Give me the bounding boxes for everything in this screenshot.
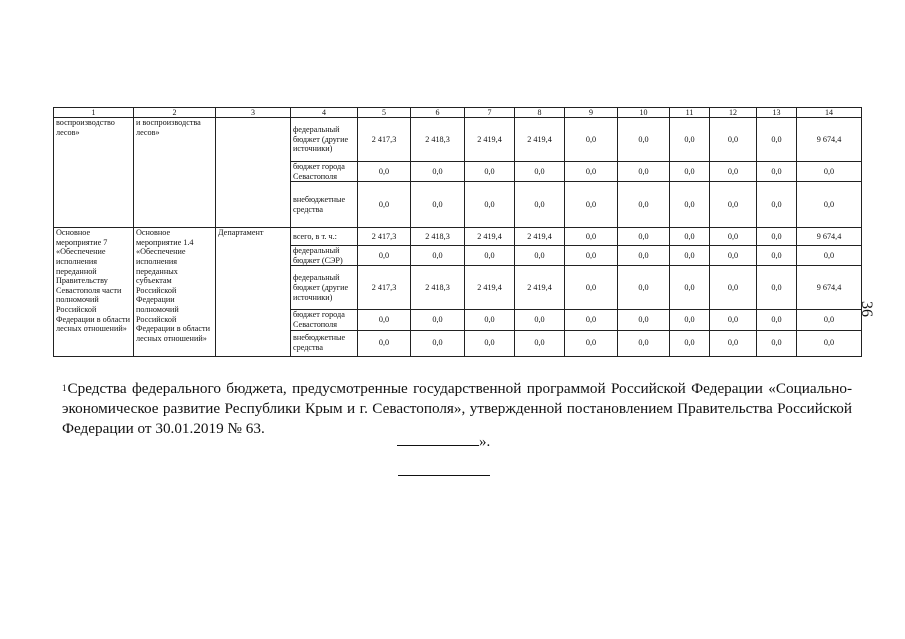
amount-cell: 0,0 (757, 246, 797, 266)
amount-cell: 0,0 (710, 330, 757, 356)
amount-cell: 0,0 (411, 330, 465, 356)
amount-cell: 0,0 (565, 228, 618, 246)
amount-cell: 0,0 (618, 118, 670, 162)
amount-cell: 0,0 (797, 182, 862, 228)
amount-cell: 0,0 (465, 162, 515, 182)
amount-cell: 2 419,4 (515, 228, 565, 246)
amount-cell: 0,0 (358, 162, 411, 182)
column-number-header: 14 (797, 108, 862, 118)
measure-name-cell: воспроизводство лесов» (54, 118, 134, 228)
amount-cell: 0,0 (358, 310, 411, 330)
amount-cell: 0,0 (757, 162, 797, 182)
column-number-header: 9 (565, 108, 618, 118)
amount-cell: 0,0 (670, 266, 710, 310)
amount-cell: 0,0 (515, 310, 565, 330)
amount-cell: 0,0 (565, 182, 618, 228)
amount-cell: 0,0 (618, 182, 670, 228)
amount-cell: 0,0 (465, 310, 515, 330)
amount-cell: 9 674,4 (797, 118, 862, 162)
amount-cell: 0,0 (797, 162, 862, 182)
amount-cell: 0,0 (710, 266, 757, 310)
amount-cell: 2 418,3 (411, 266, 465, 310)
column-number-header: 5 (358, 108, 411, 118)
executor-cell (216, 118, 291, 228)
amount-cell: 0,0 (710, 182, 757, 228)
funding-source-cell: федеральный бюджет (другие источники) (291, 266, 358, 310)
amount-cell: 0,0 (670, 228, 710, 246)
amount-cell: 2 419,4 (465, 228, 515, 246)
column-number-header: 2 (134, 108, 216, 118)
amount-cell: 0,0 (565, 246, 618, 266)
program-measure-cell: Основное мероприятие 1.4 «Обеспечение исполнения переданных субъектам Российской Федерации полномочий Российской Федерации в области лесных отношений» (134, 228, 216, 356)
amount-cell: 2 418,3 (411, 118, 465, 162)
funding-source-cell: бюджет города Севастополя (291, 162, 358, 182)
funding-source-cell: внебюджетные средства (291, 330, 358, 356)
footnote (62, 379, 852, 439)
program-measure-cell: и воспроизводства лесов» (134, 118, 216, 228)
column-number-header: 7 (465, 108, 515, 118)
executor-cell: Департамент (216, 228, 291, 356)
amount-cell: 0,0 (411, 182, 465, 228)
amount-cell: 0,0 (670, 118, 710, 162)
funding-source-cell: внебюджетные средства (291, 182, 358, 228)
amount-cell: 0,0 (670, 310, 710, 330)
amount-cell: 2 419,4 (465, 118, 515, 162)
amount-cell: 0,0 (515, 330, 565, 356)
column-number-header: 11 (670, 108, 710, 118)
amount-cell: 0,0 (757, 118, 797, 162)
column-number-header: 8 (515, 108, 565, 118)
amount-cell: 0,0 (757, 330, 797, 356)
amount-cell: 0,0 (465, 330, 515, 356)
amount-cell: 2 419,4 (465, 266, 515, 310)
amount-cell: 0,0 (565, 310, 618, 330)
funding-source-cell: всего, в т. ч.: (291, 228, 358, 246)
amount-cell: 2 419,4 (515, 266, 565, 310)
amount-cell: 0,0 (618, 310, 670, 330)
amount-cell: 0,0 (411, 310, 465, 330)
amount-cell: 0,0 (757, 266, 797, 310)
amount-cell: 0,0 (710, 162, 757, 182)
amount-cell: 2 417,3 (358, 228, 411, 246)
closing-quote: ». (479, 434, 491, 450)
amount-cell: 0,0 (710, 228, 757, 246)
page-number: 36 (858, 301, 875, 317)
amount-cell: 0,0 (515, 182, 565, 228)
amount-cell: 2 417,3 (358, 118, 411, 162)
funding-source-cell: федеральный бюджет (другие источники) (291, 118, 358, 162)
amount-cell: 0,0 (358, 246, 411, 266)
amount-cell: 0,0 (565, 162, 618, 182)
amount-cell: 0,0 (710, 118, 757, 162)
column-number-header: 6 (411, 108, 465, 118)
amount-cell: 0,0 (565, 330, 618, 356)
footnote-marker: 1 (62, 383, 67, 393)
amount-cell: 0,0 (757, 182, 797, 228)
column-number-header: 13 (757, 108, 797, 118)
amount-cell: 2 417,3 (358, 266, 411, 310)
amount-cell: 2 418,3 (411, 228, 465, 246)
measure-name-cell: Основное мероприятие 7 «Обеспечение исполнения переданной Правительству Севастополя части полномочий Российской Федерации в области лесных отношений» (54, 228, 134, 356)
amount-cell: 0,0 (757, 228, 797, 246)
header-row (54, 108, 862, 118)
amount-cell: 0,0 (358, 182, 411, 228)
amount-cell: 0,0 (710, 246, 757, 266)
amount-cell: 0,0 (411, 162, 465, 182)
amount-cell: 0,0 (797, 246, 862, 266)
amount-cell: 0,0 (565, 118, 618, 162)
column-number-header: 4 (291, 108, 358, 118)
amount-cell: 0,0 (618, 246, 670, 266)
closing-blank-line (397, 432, 479, 446)
table-row (54, 228, 862, 246)
amount-cell: 0,0 (618, 330, 670, 356)
amount-cell: 0,0 (797, 330, 862, 356)
amount-cell: 0,0 (757, 310, 797, 330)
amount-cell: 0,0 (797, 310, 862, 330)
budget-table (53, 107, 862, 357)
amount-cell: 0,0 (710, 310, 757, 330)
column-number-header: 3 (216, 108, 291, 118)
amount-cell: 0,0 (515, 162, 565, 182)
amount-cell: 9 674,4 (797, 266, 862, 310)
amount-cell: 2 419,4 (515, 118, 565, 162)
amount-cell: 0,0 (670, 182, 710, 228)
amount-cell: 0,0 (618, 228, 670, 246)
amount-cell: 0,0 (565, 266, 618, 310)
amount-cell: 0,0 (670, 162, 710, 182)
amount-cell: 0,0 (618, 162, 670, 182)
amount-cell: 0,0 (670, 330, 710, 356)
amount-cell: 0,0 (618, 266, 670, 310)
amount-cell: 0,0 (515, 246, 565, 266)
amount-cell: 0,0 (411, 246, 465, 266)
table-row (54, 118, 862, 162)
amount-cell: 0,0 (465, 246, 515, 266)
amount-cell: 0,0 (358, 330, 411, 356)
funding-source-cell: бюджет города Севастополя (291, 310, 358, 330)
end-divider (398, 475, 490, 476)
amount-cell: 9 674,4 (797, 228, 862, 246)
amount-cell: 0,0 (465, 182, 515, 228)
amount-cell: 0,0 (670, 246, 710, 266)
funding-source-cell: федеральный бюджет (СЭР) (291, 246, 358, 266)
footnote-text: Средства федерального бюджета, предусмотренные государственной программой Российской Федерации «Социально-экономическое развитие Республики Крым и г. Севастополя», утвержденной постановлением Правительства Российской Федерации от 30.01.2019 № 63. (62, 380, 852, 437)
column-number-header: 10 (618, 108, 670, 118)
closing-mark (397, 432, 490, 451)
column-number-header: 1 (54, 108, 134, 118)
column-number-header: 12 (710, 108, 757, 118)
